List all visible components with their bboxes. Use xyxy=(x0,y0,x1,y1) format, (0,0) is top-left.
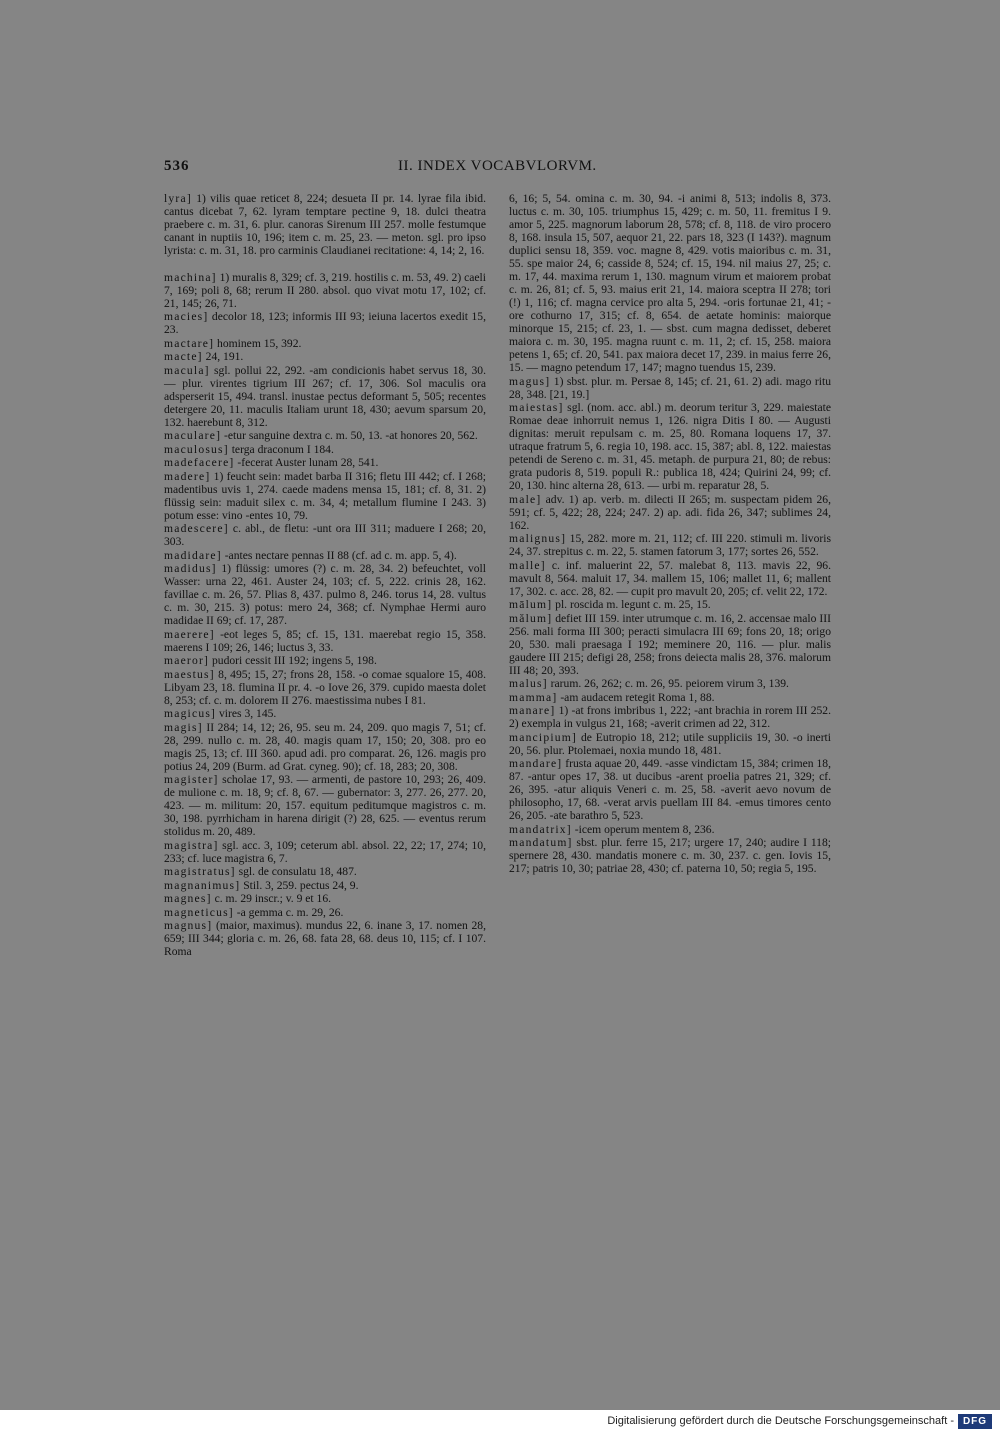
entry-text: scholae 17, 93. — armenti, de pastore 10, 293; 26, 409. de mulione c. m. 18, 9; cf. 8, 67. — gubernator: 3, 277. 26, 277. 20, 423. — m. militum: 20, 157. equitum peditumque magistros c. m. 30, 198. pyrrhicham in harena dirigit (?) 28, 625. — eventus rerum stolidus m. 20, 489. xyxy=(164,773,486,838)
entry-text: Stil. 3, 259. pectus 24, 9. xyxy=(240,878,359,892)
index-entry xyxy=(164,919,486,958)
index-entry xyxy=(164,879,486,892)
entry-lemma: maiestas] xyxy=(509,401,564,414)
index-entry xyxy=(164,707,486,720)
entry-text: c. abl., de fletu: -unt ora III 311; maduere I 268; 20, 303. xyxy=(164,522,486,548)
entry-text: 1) sbst. plur. m. Persae 8, 145; cf. 21, 61. 2) adi. mago ritu 28, 348. [21, 19.] xyxy=(509,374,831,401)
entry-lemma: mālum] xyxy=(509,598,553,611)
entry-lemma: mălum] xyxy=(509,611,553,625)
index-entry xyxy=(164,654,486,667)
index-entry xyxy=(164,865,486,878)
entry-text: sbst. plur. ferre 15, 217; urgere 17, 240; audire I 118; spernere 28, 430. mandatis monere c. m. 30, 237. c. gen. Iovis 15, 217; patris 10, 30; patriae 28, 430; cf. paterna 10, 50; regia 5, 195. xyxy=(509,836,831,875)
index-entry xyxy=(164,470,486,522)
index-entry xyxy=(164,668,486,707)
entry-lemma: magnanimus] xyxy=(164,878,241,892)
page-header xyxy=(164,158,834,178)
index-entry xyxy=(164,628,486,654)
index-entry xyxy=(509,192,831,374)
entry-lemma: macies] xyxy=(164,310,209,323)
index-entry xyxy=(164,773,486,838)
entry-lemma: macula] xyxy=(164,363,210,377)
index-entry xyxy=(509,598,831,611)
entry-text: pl. roscida m. legunt c. m. 25, 15. xyxy=(552,598,711,611)
entry-lemma: madere] xyxy=(164,469,211,483)
footer-bar xyxy=(0,1410,1000,1434)
entry-text: hominem 15, 392. xyxy=(214,336,302,350)
entry-text: -fecerat Auster lunam 28, 541. xyxy=(234,456,379,469)
index-entry xyxy=(164,721,486,773)
entry-lemma: madescere] xyxy=(164,522,229,535)
index-entry xyxy=(164,549,486,562)
entry-gap xyxy=(164,258,486,271)
entry-lemma: magnus] xyxy=(164,919,213,932)
index-entry xyxy=(509,823,831,836)
index-entry xyxy=(509,757,831,822)
entry-text: -eot leges 5, 85; cf. 15, 131. maerebat regio 15, 358. maerens I 109; 26, 146; luctus 3, 33. xyxy=(164,627,486,654)
index-entry xyxy=(164,892,486,905)
entry-lemma: male] xyxy=(509,492,542,506)
index-entry xyxy=(509,493,831,532)
entry-text: c. m. 29 inscr.; v. 9 et 16. xyxy=(211,892,332,905)
index-entry xyxy=(164,562,486,627)
entry-lemma: manare] xyxy=(509,704,556,717)
entry-text: sgl. acc. 3, 109; ceterum abl. absol. 22, 22; 17, 274; 10, 233; cf. luce magistra 6, 7. xyxy=(164,838,486,865)
entry-lemma: maestus] xyxy=(164,667,215,681)
index-entry xyxy=(164,443,486,456)
entry-text: -etur sanguine dextra c. m. 50, 13. -at honores 20, 562. xyxy=(221,429,478,442)
entry-lemma: madidare] xyxy=(164,548,222,562)
index-entry xyxy=(164,192,486,257)
entry-lemma: mandatum] xyxy=(509,836,573,849)
entry-lemma: maeror] xyxy=(164,654,210,667)
entry-text: 1) -at frons imbribus 1, 222; -ant brachia in rorem III 252. 2) exempla in vulgus 21, 168; -averit crimen ad 22, 312. xyxy=(509,704,831,730)
entry-text: c. inf. maluerint 22, 57. malebat 8, 113. mavis 22, 96. mavult 8, 564. maluit 17, 34. mallem 15, 106; mallet 11, 6; mallent 17, 302. c. acc. 28, 82. — cupit pro mavult 20, 205; cf. velit 22, 172. xyxy=(509,558,831,598)
entry-text: (maior, maximus). mundus 22, 6. inane 3, 17. nomen 28, 659; III 344; gloria c. m. 26, 68. fata 28, 68. deus 10, 115; cf. I 107. Roma xyxy=(164,919,486,958)
entry-text: -antes nectare pennas II 88 (cf. ad c. m. app. 5, 4). xyxy=(221,548,457,562)
index-entry xyxy=(509,836,831,875)
index-entry xyxy=(164,429,486,442)
index-entry xyxy=(164,364,486,429)
entry-text: sgl. (nom. acc. abl.) m. deorum teritur 3, 229. maiestate Romae deae inhorruit nemus 1, 126. nigra Ditis I 80. — Augusti dignitas: meruit repulsam c. m. 25, 80. Romana loquens 17, 37. utraque fratrum 5, 6. regia 10, 198. acc. 15, 387; abl. 8, 122. maiestas petendi de Sereno c. m. 31, 45. metaph. de purpura 21, 80; de rebus: grata pudoris 8, 519. populi R.: publica 18, 424; Quirini 24, 99; cf. 20, 130. hinc alterna 28, 613. — urbi m. reparatur 28, 5. xyxy=(509,401,831,492)
left-column xyxy=(164,192,486,959)
entry-lemma: magnes] xyxy=(164,892,212,905)
entry-text: adv. 1) ap. verb. m. dilecti II 265; m. suspectam pidem 26, 591; cf. 5, 422; 28, 224; 247. 2) ap. adi. fida 26, 347; sublimes 24, 162. xyxy=(509,492,831,532)
entry-text: terga draconum I 184. xyxy=(228,442,334,456)
index-entry xyxy=(509,532,831,558)
entry-lemma: lyra] xyxy=(164,192,192,205)
dfg-logo: DFG xyxy=(958,1414,992,1429)
entry-text: 24, 191. xyxy=(202,350,244,363)
index-entry xyxy=(164,337,486,350)
entry-lemma: macte] xyxy=(164,350,203,363)
entry-lemma: maculosus] xyxy=(164,442,229,456)
entry-text: 8, 495; 15, 27; frons 28, 158. -o comae squalore 15, 408. Libyam 23, 18. flumina II pr. 4. -o Iove 26, 379. cupido maesta dolet 8, 253; cf. c. m. dolorem II 276. maestissima nubes I 81. xyxy=(164,667,486,707)
index-entry xyxy=(509,691,831,704)
entry-text: -icem operum mentem 8, 236. xyxy=(571,822,715,836)
entry-text: 1) muralis 8, 329; cf. 3, 219. hostilis c. m. 53, 49. 2) caeli 7, 169; poli 8, 68; rerum II 280. absol. quo vivat motu 17, 102; cf. 21, 145; 26, 71. xyxy=(164,270,486,310)
entry-lemma: magistra] xyxy=(164,838,219,852)
entry-lemma: mandatrix] xyxy=(509,822,572,836)
index-entry xyxy=(164,271,486,310)
entry-lemma: malus] xyxy=(509,677,548,690)
index-entry xyxy=(509,401,831,492)
index-entry xyxy=(164,839,486,865)
entry-text: 1) vilis quae reticet 8, 224; desueta II pr. 14. lyrae fila ibid. cantus dicebat 7, 62. lyram temptare pectine 9, 18. dulci theatra praebere c. m. 31, 6. plur. canoras Sirenum III 257. molle festumque canant in nuptiis 10, 196; item c. m. 25, 23. — meton. sgl. pro ipso lyrista: c. m. 31, 18. pro carminis Claudianei recitatione: 4, 14; 2, 16. xyxy=(164,192,486,257)
entry-lemma: magus] xyxy=(509,374,551,388)
index-entry xyxy=(509,704,831,730)
entry-text: vires 3, 145. xyxy=(216,707,277,720)
index-entry xyxy=(164,350,486,363)
entry-lemma: mandare] xyxy=(509,757,563,770)
entry-text: 1) feucht sein: madet barba II 316; fletu III 442; cf. I 268; madentibus uvis 1, 274. caede madens mensa 15, 181; cf. 8, 31. 2) flüssig sein: maduit silex c. m. 34, 4; metallum flumine I 243. 3) potum esse: vino -entes 10, 79. xyxy=(164,469,486,522)
entry-text: rarum. 26, 262; c. m. 26, 95. peiorem virum 3, 139. xyxy=(547,677,789,690)
entry-lemma: mamma] xyxy=(509,690,558,704)
index-entry xyxy=(509,731,831,757)
entry-lemma: magis] xyxy=(164,720,203,734)
entry-lemma: madidus] xyxy=(164,562,217,575)
entry-lemma: magneticus] xyxy=(164,905,234,919)
entry-text: decolor 18, 123; informis III 93; ieiuna lacertos exedit 15, 23. xyxy=(164,310,486,336)
entry-lemma: mactare] xyxy=(164,336,215,350)
entry-lemma: malignus] xyxy=(509,532,567,545)
funding-credit: Digitalisierung gefördert durch die Deutsche Forschungsgemeinschaft - xyxy=(607,1415,954,1427)
page-number: 536 xyxy=(164,158,190,174)
running-title: II. INDEX VOCABVLORVM. xyxy=(398,158,597,174)
entry-lemma: magistratus] xyxy=(164,865,236,878)
entry-lemma: magister] xyxy=(164,773,219,786)
entry-text: sgl. de consulatu 18, 487. xyxy=(235,865,357,878)
entry-text: de Eutropio 18, 212; utile suppliciis 19, 30. -o inerti 20, 56. plur. Ptolemaei, noxia mundo 18, 481. xyxy=(509,730,831,757)
index-entry xyxy=(164,310,486,336)
entry-text: -am audacem retegit Roma 1, 88. xyxy=(557,690,715,704)
entry-text: sgl. pollui 22, 292. -am condicionis habet servus 18, 30. — plur. virentes tigrium III 267; cf. 17, 306. Sol maculis ora adsperserit 15, 494. transl. inustae pectus deformant 5, 505; recentes detergere 20, 11. maculis Italiam urunt 18, 430; aevum sparsum 20, 132. haerebunt 8, 312. xyxy=(164,363,486,429)
right-column xyxy=(509,192,831,876)
index-entry xyxy=(164,522,486,548)
index-entry xyxy=(164,456,486,469)
index-entry xyxy=(509,612,831,677)
entry-text: II 284; 14, 12; 26, 95. seu m. 24, 209. quo magis 7, 51; cf. 28, 299. nullo c. m. 28, 40. magis quam 17, 150; 20, 308. pro eo magis 25, 13; cf. III 360. apud adi. pro comparat. 26, 126. magis pro potius 24, 209 (Burm. ad Grat. cyneg. 90); cf. 18, 283; 20, 308. xyxy=(164,720,486,773)
entry-lemma: maculare] xyxy=(164,429,222,442)
index-entry xyxy=(164,906,486,919)
entry-lemma: mancipium] xyxy=(509,730,578,744)
index-entry xyxy=(509,677,831,690)
entry-lemma: malle] xyxy=(509,558,546,572)
entry-lemma: madefacere] xyxy=(164,456,235,469)
entry-text: frusta aquae 20, 449. -asse vindictam 15, 384; crimen 18, 87. -antur opes 17, 38. ut ducibus -arent proelia patres 21, 329; cf. 26, 395. -atur aliquis Veneri c. m. 25, 58. -averit aevo novum de philosopho, 17, 68. -verat arvis puellam III 84. -emus timores cento 26, 205. -ate barathro 5, 523. xyxy=(509,757,831,822)
entry-lemma: magicus] xyxy=(164,707,217,720)
entry-text: pudori cessit III 192; ingens 5, 198. xyxy=(209,654,377,667)
index-entry xyxy=(509,375,831,401)
index-entry xyxy=(509,559,831,598)
entry-text: 6, 16; 5, 54. omina c. m. 30, 94. -i animi 8, 513; indolis 8, 373. luctus c. m. 30, 105. triumphus 15, 429; c. m. 50, 11. fremitus I 9. amor 5, 225. magnorum laborum 28, 578; cf. 8, 118. de viro procero 8, 168. insula 15, 507, aequor 21, 22. pars 18, 323 (I 143?). magnum duplici sensu 18, 359. voc. magne 8, 429. votis maioribus c. m. 31, 55. spe maior 24, 6; casside 8, 524; cf. 15, 194. nil maius 27, 25; c. m. 17, 44. maxima rerum 1, 130. magnum virum et maiorem probat c. m. 26, 81; cf. 5, 93. maius erit 21, 14. maiora sceptra II 278; tori (!) 1, 116; cf. magna cervice pro alta 5, 294. -oris fortunae 21, 41; -ore cothurno 17, 315; cf. 8, 654. de aetate hominis: maiorque minorque 15, 215; cf. 23, 1. — sbst. cum magna dedisset, deberet maiora c. m. 30, 195. magna ruunt c. m. 11, 2; cf. 15, 258. maiora petens 1, 65; cf. 20, 541. pax maiora decet 17, 239. in maius ferre 26, 15. — magno petendum 17, 147; magno tuendus 15, 239. xyxy=(509,192,831,374)
entry-lemma: machina] xyxy=(164,270,217,284)
entry-text: 1) flüssig: umores (?) c. m. 28, 34. 2) befeuchtet, voll Wasser: urna 22, 461. Auster 24, 103; cf. 5, 222. crinis 28, 162. favillae c. m. 26, 57. Plias 8, 437. pulmo 8, 246. torus 14, 28. vultus c. m. 30, 215. 3) potus: mero 24, 368; cf. Nymphae Hermi auro madidae II 69; cf. 17, 287. xyxy=(164,562,486,627)
entry-lemma: maerere] xyxy=(164,627,215,641)
entry-text: defiet III 159. inter utrumque c. m. 16, 2. accensae malo III 256. mali forma III 300; peracti simulacra III 69; fons 20, 18; origo 20, 530. mali praesaga I 192; meminere 20, 116. — plur. malis gaudere III 215; defigi 28, 258; frons deiecta malis 28, 376. malorum III 48; 20, 393. xyxy=(509,611,831,677)
entry-text: -a gemma c. m. 29, 26. xyxy=(233,905,344,919)
entry-text: 15, 282. more m. 21, 112; cf. III 220. stimuli m. livoris 24, 37. strepitus c. m. 22, 5. stamen fatorum 3, 177; sortes 26, 552. xyxy=(509,532,831,558)
